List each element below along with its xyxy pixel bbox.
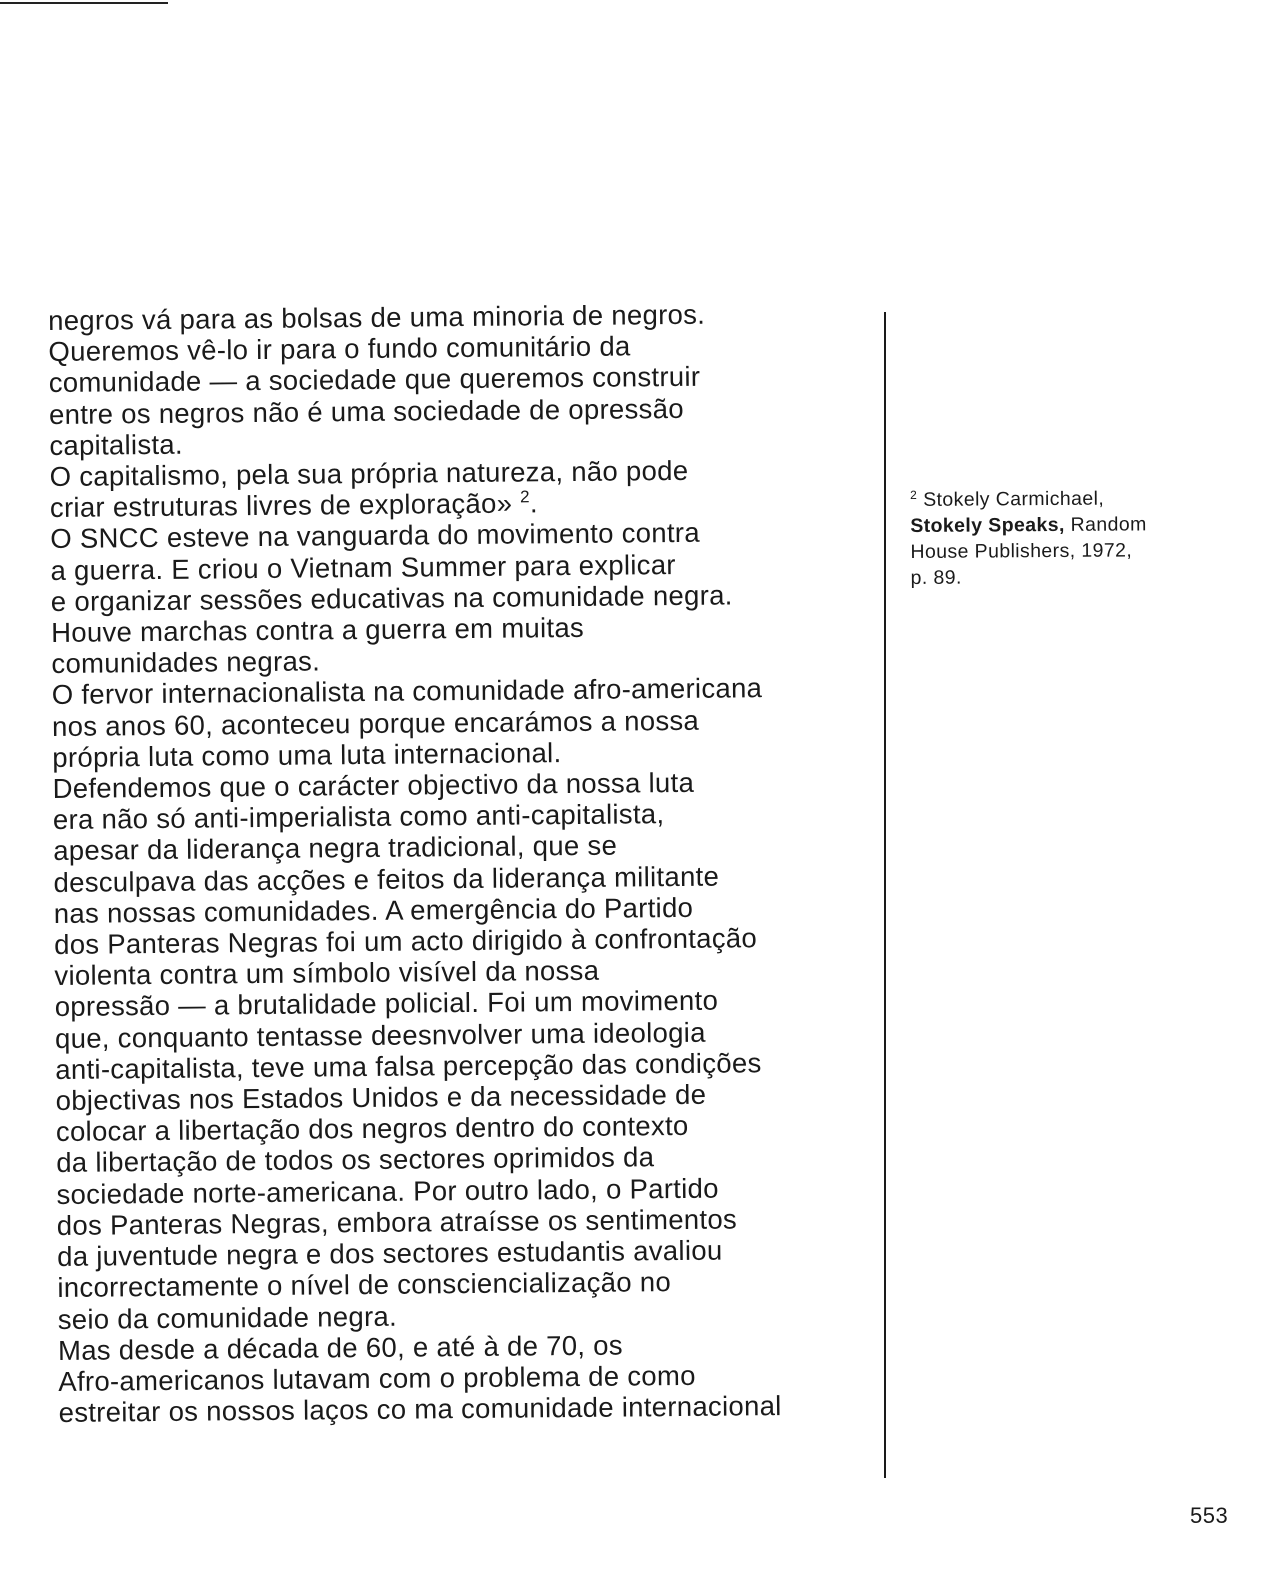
footnote-publisher-b: House Publishers, 1972, — [910, 539, 1133, 563]
column-divider — [884, 312, 886, 1478]
text-line: que, conquanto tentasse deesnvolver uma ideologia — [54, 1016, 706, 1054]
text-line: estreitar os nossos laços co ma comunidade internacional — [58, 1390, 782, 1429]
text-line: colocar a libertação dos negros dentro do contexto — [55, 1110, 689, 1148]
body-text — [48, 297, 889, 1428]
text-line: opressão — a brutalidade policial. Foi um movimento — [54, 985, 719, 1023]
text-line: da libertação de todos os sectores oprimidos da — [56, 1141, 655, 1179]
text-line: O capitalismo, pela sua própria natureza, não pode — [49, 454, 689, 493]
text-line: era não só anti-imperialista como anti-capitalista, — [52, 798, 665, 836]
text-line: nas nossas comunidades. A emergência do Partido — [53, 891, 694, 929]
text-line: e organizar sessões educativas na comunidade negra. — [50, 579, 733, 617]
text-line-content: criar estruturas livres de exploração» — [49, 487, 513, 524]
text-line: violenta contra um símbolo visível da nossa — [54, 955, 600, 992]
footnote-publisher-a: Random — [1070, 513, 1147, 536]
footnote-reference: 2 — [520, 487, 530, 507]
top-rule — [0, 2, 168, 4]
text-line: Houve marchas contra a guerra em muitas — [50, 611, 585, 649]
text-line: apesar da liderança negra tradicional, que se — [53, 830, 618, 867]
text-line: seio da comunidade negra. — [57, 1300, 398, 1335]
text-line: objectivas nos Estados Unidos e da necessidade de — [55, 1078, 707, 1117]
text-line: a guerra. E criou o Vietnam Summer para explicar — [50, 548, 676, 586]
text-line: capitalista. — [49, 428, 184, 461]
text-line: entre os negros não é uma sociedade de opressão — [48, 392, 684, 430]
text-line: sociedade norte-americana. Por outro lado, o Partido — [56, 1172, 719, 1210]
page-number: 553 — [1190, 1503, 1229, 1528]
footnote-book-title: Stokely Speaks, — [910, 513, 1065, 537]
footnote-number: 2 — [910, 487, 918, 502]
text-line: O SNCC esteve na vanguarda do movimento contra — [50, 517, 701, 555]
footnote-reference-trail: . — [529, 487, 539, 519]
text-line: dos Panteras Negras foi um acto dirigido à confrontação — [53, 922, 758, 961]
text-line: O fervor internacionalista na comunidade afro-americana — [51, 672, 763, 711]
text-line: da juventude negra e dos sectores estudantis avaliou — [56, 1234, 723, 1273]
text-line: Queremos vê-lo ir para o fundo comunitário da — [48, 330, 631, 368]
footnote-line — [910, 485, 1230, 513]
footnote-line — [910, 511, 1230, 539]
text-line: desculpava das acções e feitos da liderança militante — [53, 860, 720, 898]
text-line: Defendemos que o carácter objectivo da nossa luta — [52, 766, 695, 805]
text-line: Afro-americanos lutavam com o problema de como — [58, 1359, 696, 1397]
text-line: dos Panteras Negras, embora atraísse os sentimentos — [56, 1203, 738, 1241]
footnote-author: Stokely Carmichael, — [923, 487, 1105, 511]
text-line: comunidade — a sociedade que queremos construir — [48, 361, 701, 399]
text-line: nos anos 60, aconteceu porque encarámos a nossa — [51, 704, 700, 742]
text-line: comunidades negras. — [51, 645, 321, 680]
text-line: negros vá para as bolsas de uma minoria de negros. — [48, 298, 706, 336]
text-line: incorrectamente o nível de consciencialização no — [57, 1266, 672, 1304]
text-line: Mas desde a década de 60, e até à de 70, os — [57, 1329, 623, 1366]
footnote-page: p. 89. — [910, 566, 962, 589]
footnote — [910, 485, 1231, 591]
text-line: própria luta como uma luta internacional. — [52, 736, 562, 773]
text-line: anti-capitalista, teve uma falsa percepção das condições — [55, 1047, 762, 1085]
